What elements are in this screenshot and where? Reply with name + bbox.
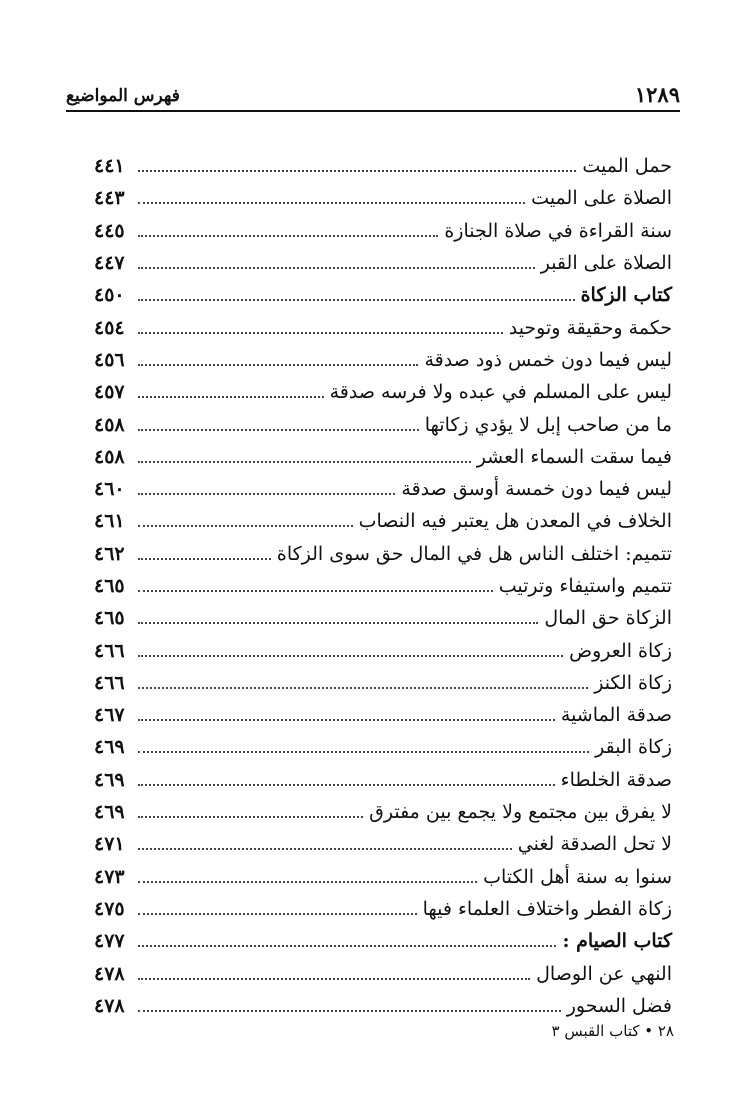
toc-entry-page: ٤٦٩ — [94, 736, 125, 759]
toc-entry-title: كتاب الصيام : — [562, 930, 672, 953]
dot-leader — [138, 719, 555, 721]
toc-entry-page: ٤٤٣ — [94, 187, 125, 210]
toc-entry — [94, 570, 672, 602]
toc-entry — [94, 473, 672, 505]
toc-entry — [94, 408, 672, 440]
toc-entry — [94, 634, 672, 666]
toc-entry — [94, 376, 672, 408]
toc-entry-page: ٤٧١ — [94, 833, 125, 856]
dot-leader — [138, 364, 418, 366]
toc-entry-page: ٤٥٦ — [94, 348, 125, 371]
toc-entry — [94, 441, 672, 473]
toc-entry — [94, 247, 672, 279]
dot-leader — [138, 396, 324, 398]
toc-entry-title: صدقة الماشية — [560, 704, 672, 727]
toc-entry-title: الصلاة على القبر — [540, 252, 672, 275]
dot-leader — [138, 622, 538, 624]
toc-entry — [94, 893, 672, 925]
toc-entry-title: تتميم: اختلف الناس هل في المال حق سوى الزكاة — [276, 542, 672, 565]
toc-entry — [94, 505, 672, 537]
toc-entry-title: الصلاة على الميت — [531, 187, 672, 210]
toc-entry — [94, 182, 672, 214]
toc-entry-page: ٤٦٥ — [94, 607, 125, 630]
dot-leader — [138, 913, 417, 915]
toc-entry — [94, 990, 672, 1022]
toc-entry-page: ٤٧٣ — [94, 865, 125, 888]
dot-leader — [138, 784, 555, 786]
dot-leader — [138, 751, 589, 753]
dot-leader — [138, 299, 575, 301]
dot-leader — [138, 655, 563, 657]
toc-entry-page: ٤٧٧ — [94, 930, 125, 953]
toc-entry-title: لا يفرق بين مجتمع ولا يجمع بين مفترق — [369, 801, 672, 824]
toc-entry-page: ٤٥٧ — [94, 381, 125, 404]
toc-entry-title: ليس فيما دون خمس ذود صدقة — [424, 348, 672, 371]
toc-entry-page: ٤٥٠ — [94, 284, 125, 307]
toc-entry-page: ٤٥٨ — [94, 445, 125, 468]
toc-entry-title: زكاة العروض — [569, 639, 672, 662]
toc-entry-page: ٤٥٨ — [94, 413, 125, 436]
toc-entry-title: حكمة وحقيقة وتوحيد — [508, 316, 672, 339]
toc-entry-title: صدقة الخلطاء — [560, 768, 672, 791]
dot-leader — [138, 429, 419, 431]
toc-entry-title: سنوا به سنة أهل الكتاب — [483, 865, 672, 888]
toc-entry-title: ليس فيما دون خمسة أوسق صدقة — [401, 478, 672, 501]
toc-entry-page: ٤٤٥ — [94, 219, 125, 242]
toc-entry-title: الخلاف في المعدن هل يعتبر فيه النصاب — [358, 510, 672, 533]
toc-entry-title: لا تحل الصدقة لغني — [517, 833, 672, 856]
toc-entry-title: كتاب الزكاة — [580, 284, 672, 307]
toc-entry-page: ٤٦٦ — [94, 671, 125, 694]
toc-entry-title: فيما سقت السماء العشر — [476, 445, 672, 468]
toc-entry-page: ٤٤١ — [94, 155, 125, 178]
toc-entry-page: ٤٧٨ — [94, 994, 125, 1017]
toc-entry — [94, 731, 672, 763]
dot-leader — [138, 235, 438, 237]
header-title: فهرس المواضيع — [66, 86, 180, 106]
toc-entry — [94, 150, 672, 182]
toc-entry-title: فضل السحور — [566, 994, 672, 1017]
dot-leader — [138, 202, 525, 204]
toc-entry-page: ٤٧٥ — [94, 897, 125, 920]
toc-entry — [94, 764, 672, 796]
page-header — [66, 82, 680, 112]
toc-entry-title: زكاة الفطر واختلاف العلماء فيها — [422, 897, 672, 920]
toc-entry-title: النهي عن الوصال — [536, 962, 672, 985]
dot-leader — [138, 945, 556, 947]
dot-leader — [138, 1010, 561, 1012]
toc-entry — [94, 215, 672, 247]
toc-entry — [94, 861, 672, 893]
toc-entry — [94, 602, 672, 634]
toc-entry — [94, 957, 672, 989]
dot-leader — [138, 590, 493, 592]
dot-leader — [138, 881, 477, 883]
toc-entry-page: ٤٤٧ — [94, 252, 125, 275]
dot-leader — [138, 816, 363, 818]
toc-entry-page: ٤٦٩ — [94, 768, 125, 791]
toc-entry-page: ٤٦١ — [94, 510, 125, 533]
toc-entry-page: ٤٥٤ — [94, 316, 125, 339]
toc-entry-page: ٤٦٢ — [94, 542, 125, 565]
toc-entry-page: ٤٧٨ — [94, 962, 125, 985]
dot-leader — [138, 525, 353, 527]
dot-leader — [138, 558, 271, 560]
toc-entry-title: ليس على المسلم في عبده ولا فرسه صدقة — [329, 381, 672, 404]
toc-entry-title: الزكاة حق المال — [544, 607, 672, 630]
toc-entry — [94, 828, 672, 860]
toc-entry — [94, 279, 672, 311]
toc-entry-page: ٤٦٩ — [94, 801, 125, 824]
toc-entry — [94, 925, 672, 957]
toc-entry-page: ٤٦٦ — [94, 639, 125, 662]
dot-leader — [138, 170, 576, 172]
dot-leader — [138, 978, 530, 980]
dot-leader — [138, 848, 512, 850]
toc-entry-title: زكاة البقر — [595, 736, 672, 759]
toc-entry — [94, 538, 672, 570]
toc-entry-title: حمل الميت — [582, 155, 672, 178]
toc-entry-page: ٤٦٧ — [94, 704, 125, 727]
dot-leader — [138, 493, 395, 495]
toc-entry-page: ٤٦٥ — [94, 575, 125, 597]
toc-entry-title: زكاة الكنز — [594, 671, 672, 694]
toc-entry — [94, 699, 672, 731]
dot-leader — [138, 687, 588, 689]
table-of-contents — [94, 150, 672, 1022]
toc-entry — [94, 667, 672, 699]
toc-entry-page: ٤٦٠ — [94, 478, 125, 501]
dot-leader — [138, 267, 535, 269]
toc-entry-title: ما من صاحب إبل لا يؤدي زكاتها — [424, 413, 672, 436]
toc-entry-title: تتميم واستيفاء وترتيب — [498, 575, 672, 597]
toc-entry — [94, 344, 672, 376]
toc-entry-title: سنة القراءة في صلاة الجنازة — [444, 219, 672, 242]
dot-leader — [138, 332, 503, 334]
toc-entry — [94, 311, 672, 343]
page-number: ١٢٨٩ — [634, 82, 680, 107]
footer-signature: ٢٨ • كتاب القبس ٣ — [551, 1022, 674, 1040]
toc-entry — [94, 796, 672, 828]
dot-leader — [138, 461, 471, 463]
